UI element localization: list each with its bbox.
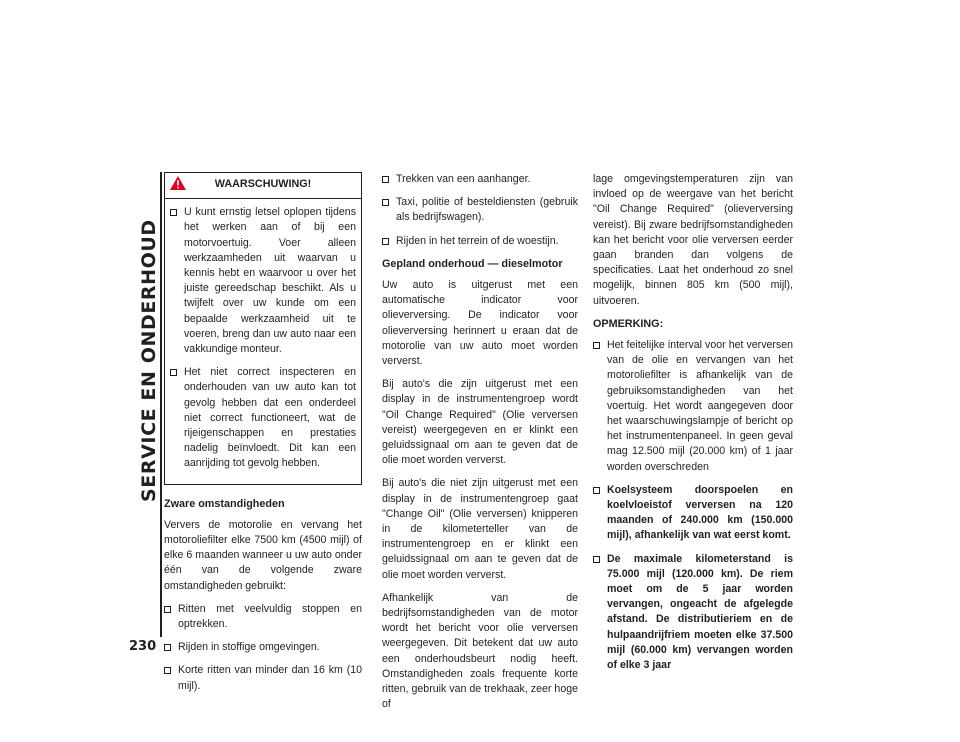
list-item: De maximale kilometerstand is 75.000 mijl (120.000 km). De riem moet om de 5 jaar worden vervangen, ongeacht de afgelegde afstand. De distributieriem en de hulpaandrijfriem moeten elke 37.500 mijl (60.000 km) vervangen worden of elke 3 jaar xyxy=(593,552,793,674)
diesel-paragraph: Bij auto's die zijn uitgerust met een display in de instrumentengroep wordt "Oil Change Required" (Olie verversen vereist) weergegeven en er klinkt een geluidssignaal om aan te geven dat de olie moet worden ververst. xyxy=(382,378,578,467)
list-item: Koelsysteem doorspoelen en koelvloeistof verversen na 120 maanden of 240.000 km (150.000 mijl), afhankelijk van wat eerst komt. xyxy=(593,483,793,544)
checkbox-bullet-icon xyxy=(164,644,171,651)
list-item: Korte ritten van minder dan 16 km (10 mijl). xyxy=(164,663,362,693)
checkbox-bullet-icon xyxy=(382,199,389,206)
warning-box xyxy=(164,172,362,485)
column-3 xyxy=(593,172,793,681)
warning-header xyxy=(165,173,361,199)
severe-intro: Ververs de motorolie en vervang het motoroliefilter elke 7500 km (4500 mijl) of elke 6 maanden wanneer u uw auto onder één van de volgende zware omstandigheden gebruikt: xyxy=(164,518,362,592)
diesel-heading: Gepland onderhoud — dieselmotor xyxy=(382,257,563,270)
checkbox-bullet-icon xyxy=(164,606,171,613)
diesel-paragraph: Bij auto's die niet zijn uitgerust met een display in de instrumentengroep gaat "Change Oil" (Olie verversen) knipperen in de kilometerteller van de instrumentengroep en er klinkt een geluidssignaal om aan te geven dat de olie moet worden ververst. xyxy=(382,477,578,581)
diesel-paragraph: Afhankelijk van de bedrijfsomstandigheden van de motor wordt het bericht voor olie verversen weergegeven. Dit betekent dat uw auto een onderhoudsbeurt nodig heeft. Omstandigheden zoals frequente korte ritten, gebruik van de trekhaak, zeer hoge of xyxy=(382,591,578,711)
section-divider xyxy=(160,172,162,637)
section-title-text: SERVICE EN ONDERHOUD xyxy=(138,219,160,502)
severe-heading: Zware omstandigheden xyxy=(164,497,285,510)
note-heading: OPMERKING: xyxy=(593,317,664,330)
list-item: Het niet correct inspecteren en onderhouden van uw auto kan tot gevolg hebben dat een onderdeel niet correct functioneert, wat de rijeigenschappen en prestaties nadelig beïnvloedt. Dit kan een aanrijding tot gevolg hebben. xyxy=(170,365,356,471)
list-item: Het feitelijke interval voor het verversen van de olie en vervangen van het motoroliefilter is afhankelijk van de gebruiksomstandigheden van het voertuig. Het wordt aangegeven door het waarschuwingslampje of bericht op het instrumentenpaneel. In geen geval mag 12.500 mijl (20.000 km) of 1 jaar worden overschreden xyxy=(593,338,793,475)
list-item: Trekken van een aanhanger. xyxy=(382,172,578,187)
diesel-paragraph: Uw auto is uitgerust met een automatische indicator voor olieverversing. De indicator voor olieverversing herinnert u eraan dat de motorolie van uw auto moet worden ververst. xyxy=(382,279,578,368)
list-item: Rijden in stoffige omgevingen. xyxy=(164,640,362,655)
list-item: Taxi, politie of besteldiensten (gebruik als bedrijfswagen). xyxy=(382,195,578,225)
checkbox-bullet-icon xyxy=(593,342,600,349)
checkbox-bullet-icon xyxy=(382,176,389,183)
list-item: U kunt ernstig letsel oplopen tijdens het werken aan of bij een motorvoertuig. Voer alleen werkzaamheden uit waarvan u kennis hebt en waarvoor u over het juiste gereedschap beschikt. Als u twijfelt over uw kunde om een bepaalde werkzaamheid uit te voeren, breng dan uw auto naar een vakkundige monteur. xyxy=(170,205,356,357)
checkbox-bullet-icon xyxy=(164,667,171,674)
warning-triangle-icon xyxy=(169,175,187,191)
checkbox-bullet-icon xyxy=(382,238,389,245)
column-1 xyxy=(164,172,362,702)
checkbox-bullet-icon xyxy=(593,556,600,563)
column-2 xyxy=(382,172,578,721)
warning-title: WAARSCHUWING! xyxy=(214,178,312,190)
checkbox-bullet-icon xyxy=(170,209,177,216)
page-number: 230 xyxy=(129,639,157,654)
section-title xyxy=(134,172,162,632)
checkbox-bullet-icon xyxy=(170,369,177,376)
checkbox-bullet-icon xyxy=(593,487,600,494)
list-item: Rijden in het terrein of de woestijn. xyxy=(382,234,578,249)
list-item: Ritten met veelvuldig stoppen en optrekken. xyxy=(164,602,362,632)
diesel-paragraph-continued: lage omgevingstemperaturen zijn van invloed op de weergave van het bericht "Oil Change Required" (olieverversing vereist). Bij zware bedrijfsomstandigheden kan het bericht voor olie verversen eerder gaan branden dan volgens de specificaties. Laat het onderhoud zo snel mogelijk, binnen 805 km (500 mijl), uitvoeren. xyxy=(593,173,793,307)
